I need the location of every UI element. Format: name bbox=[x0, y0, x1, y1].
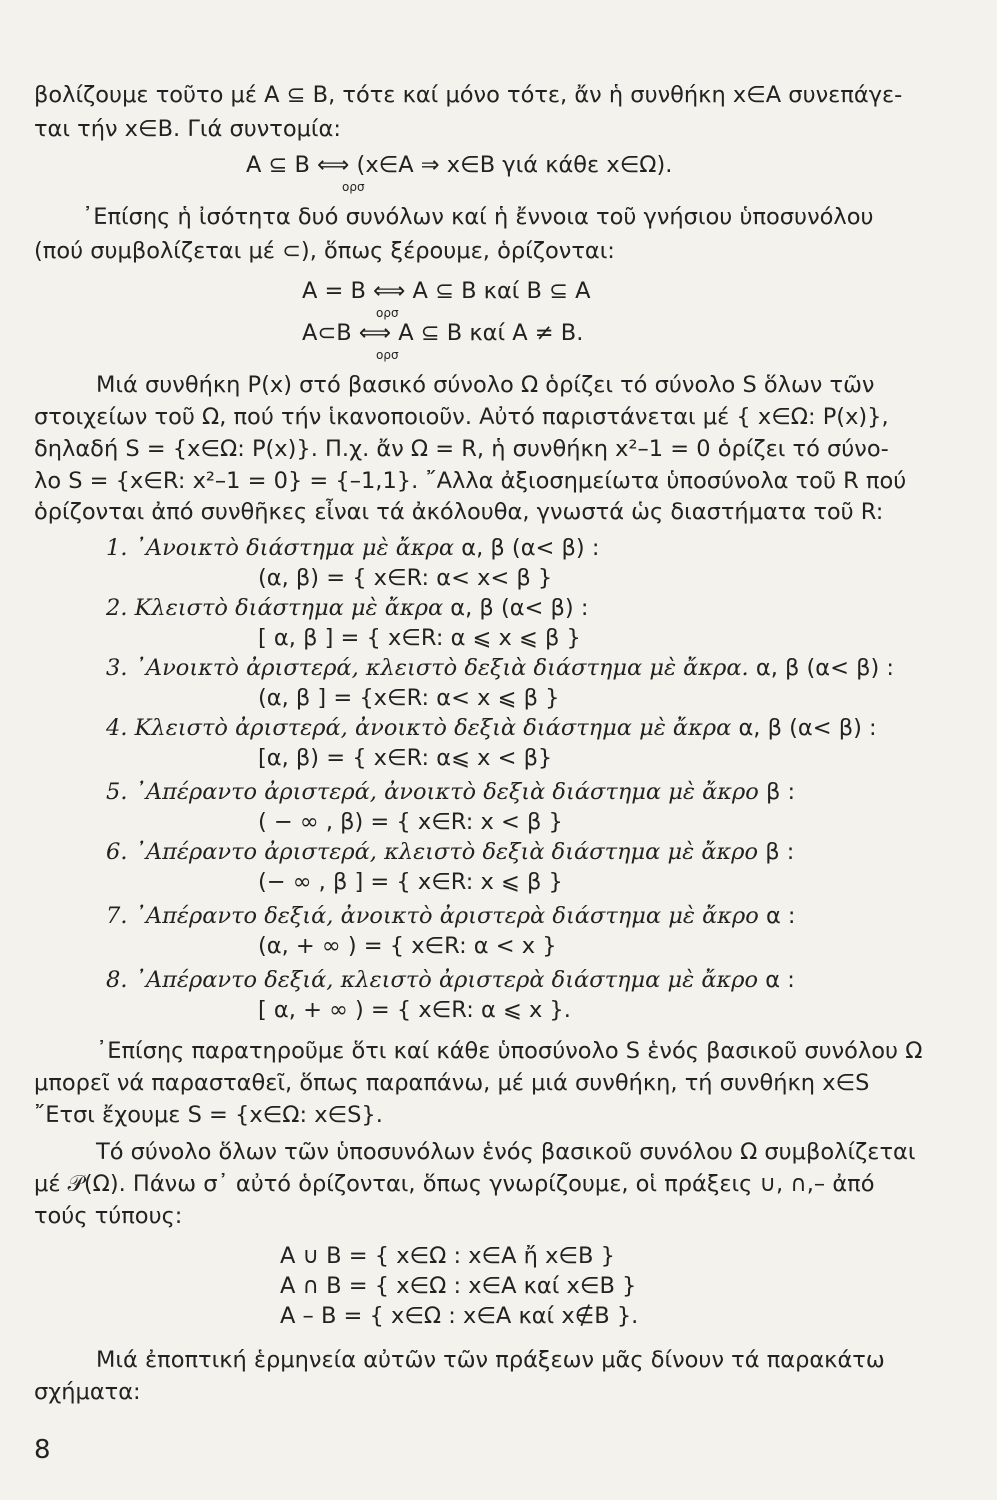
item-endpoints: α, β (α< β) : bbox=[450, 595, 589, 621]
text-line: σχήματα: bbox=[34, 1379, 141, 1405]
item-formula: (α, β ] = {x∈R: α< x ⩽ β } bbox=[258, 685, 560, 711]
text-line: ᾿Επίσης ἡ ἰσότητα δυό συνόλων καί ἡ ἔννοια τοῦ γνήσιου ὑποσυνόλου bbox=[82, 204, 874, 230]
item-description: Κλειστὸ ἀριστερά, ἀνοικτὸ δεξιὰ διάστημα μὲ ἄκρα bbox=[134, 715, 732, 741]
item-formula: [ α, β ] = { x∈R: α ⩽ x ⩽ β } bbox=[258, 625, 581, 651]
item-number: 7. bbox=[106, 903, 128, 929]
item-formula: (α, + ∞ ) = { x∈R: α < x } bbox=[258, 933, 557, 959]
text-line: ται τήν x∈B. Γιά συντομία: bbox=[34, 116, 341, 142]
item-formula: [α, β) = { x∈R: α⩽ x < β} bbox=[258, 745, 553, 771]
text-line: ᾿Επίσης παρατηροῦμε ὅτι καί κάθε ὑποσύνολο S ἑνός βασικοῦ συνόλου Ω bbox=[96, 1038, 923, 1064]
text-line: μπορεῖ νά παρασταθεῖ, ὅπως παραπάνω, μέ μιά συνθήκη, τή συνθήκη x∈S bbox=[34, 1070, 870, 1096]
text-line: ῎Ετσι ἔχουμε S = {x∈Ω: x∈S}. bbox=[34, 1102, 383, 1128]
item-formula: (α, β) = { x∈R: α< x< β } bbox=[258, 565, 553, 591]
text-line: ὁρίζονται ἀπό συνθῆκες εἶναι τά ἀκόλουθα, γνωστά ὡς διαστήματα τοῦ R: bbox=[34, 499, 884, 525]
item-endpoints: α, β (α< β) : bbox=[738, 715, 877, 741]
formula-intersection: A ∩ B = { x∈Ω : x∈A καί x∈B } bbox=[280, 1273, 637, 1299]
item-number: 1. bbox=[106, 535, 128, 561]
item-endpoints: α, β (α< β) : bbox=[755, 655, 895, 681]
text-line: τούς τύπους: bbox=[34, 1203, 183, 1229]
item-description: ᾿Απέραντο δεξιά, ἀνοικτὸ ἀριστερὰ διάστημα μὲ ἄκρο bbox=[134, 903, 759, 929]
formula-difference: A – B = { x∈Ω : x∈A καί x∉B }. bbox=[280, 1303, 639, 1329]
item-description: ᾿Ανοικτὸ ἀριστερά, κλειστὸ δεξιὰ διάστημα μὲ ἄκρα. bbox=[134, 655, 749, 681]
text-line: στοιχείων τοῦ Ω, πού τήν ἱκανοποιοῦν. Αὐτό παριστάνεται μέ { x∈Ω: P(x)}, bbox=[34, 404, 889, 430]
item-formula: [ α, + ∞ ) = { x∈R: α ⩽ x }. bbox=[258, 997, 571, 1023]
item-endpoints: α : bbox=[765, 903, 796, 929]
item-endpoints: β : bbox=[765, 839, 795, 865]
item-number: 4. bbox=[106, 715, 128, 741]
page-number: 8 bbox=[34, 1435, 51, 1465]
item-number: 8. bbox=[106, 967, 128, 993]
item-description: ᾿Ανοικτὸ διάστημα μὲ ἄκρα bbox=[134, 535, 455, 561]
text-line: Μιά ἐποπτική ἑρμηνεία αὐτῶν τῶν πράξεων μᾶς δίνουν τά παρακάτω bbox=[96, 1347, 885, 1373]
formula-equality-definition: A = B ⟺ A ⊆ B καί B ⊆ A bbox=[302, 278, 591, 304]
item-description: ᾿Απέραντο δεξιά, κλειστὸ ἀριστερὰ διάστημα μὲ ἄκρο bbox=[134, 967, 759, 993]
formula-label: ορσ bbox=[342, 180, 365, 194]
item-endpoints: β : bbox=[765, 779, 796, 805]
item-formula: (− ∞ , β ] = { x∈R: x ⩽ β } bbox=[258, 869, 563, 895]
text-line: Μιά συνθήκη P(x) στό βασικό σύνολο Ω ὁρίζει τό σύνολο S ὅλων τῶν bbox=[96, 372, 875, 398]
item-endpoints: α : bbox=[765, 967, 795, 993]
text-line: (πού συμβολίζεται μέ ⊂), ὅπως ξέρουμε, ὁρίζονται: bbox=[34, 238, 615, 264]
item-formula: ( − ∞ , β) = { x∈R: x < β } bbox=[258, 809, 563, 835]
formula-label: ορσ bbox=[376, 348, 399, 362]
text-line: Τό σύνολο ὅλων τῶν ὑποσυνόλων ἑνός βασικοῦ συνόλου Ω συμβολίζεται bbox=[96, 1139, 916, 1165]
item-description: Κλειστὸ διάστημα μὲ ἄκρα bbox=[134, 595, 444, 621]
text-line: δηλαδή S = {x∈Ω: P(x)}. Π.χ. ἄν Ω = R, ἡ συνθήκη x²–1 = 0 ὁρίζει τό σύνο- bbox=[34, 436, 889, 462]
item-number: 5. bbox=[106, 779, 128, 805]
item-endpoints: α, β (α< β) : bbox=[461, 535, 600, 561]
item-number: 2. bbox=[106, 595, 128, 621]
formula-subset-definition: A ⊆ B ⟺ (x∈A ⇒ x∈B γιά κάθε x∈Ω). bbox=[246, 152, 673, 178]
item-number: 6. bbox=[106, 839, 128, 865]
item-description: ᾿Απέραντο ἀριστερά, ἀνοικτὸ δεξιὰ διάστημα μὲ ἄκρο bbox=[134, 779, 759, 805]
formula-label: ορσ bbox=[376, 306, 399, 320]
item-description: ᾿Απέραντο ἀριστερά, κλειστὸ δεξιὰ διάστημα μὲ ἄκρο bbox=[134, 839, 759, 865]
formula-union: A ∪ B = { x∈Ω : x∈A ἤ x∈B } bbox=[280, 1243, 615, 1269]
formula-proper-subset-definition: A⊂B ⟺ A ⊆ B καί A ≠ B. bbox=[302, 320, 584, 346]
item-number: 3. bbox=[106, 655, 128, 681]
text-line: μέ 𝒫(Ω). Πάνω σ᾿ αὐτό ὁρίζονται, ὅπως γνωρίζουμε, οἱ πράξεις ∪, ∩,– ἀπό bbox=[34, 1171, 875, 1197]
text-line: λο S = {x∈R: x²–1 = 0} = {–1,1}. ῎Αλλα ἀξιοσημείωτα ὑποσύνολα τοῦ R πού bbox=[34, 468, 907, 494]
text-line: βολίζουμε τοῦτο μέ A ⊆ B, τότε καί μόνο τότε, ἄν ἡ συνθήκη x∈A συνεπάγε- bbox=[34, 82, 903, 108]
